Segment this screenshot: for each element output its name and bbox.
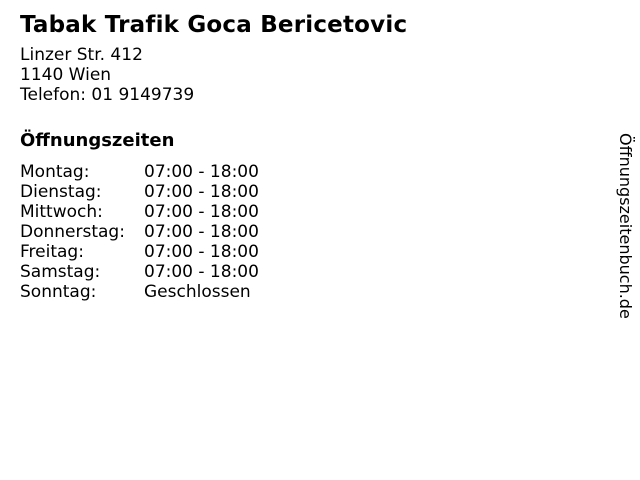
hours-heading: Öffnungszeiten [20, 130, 175, 151]
hours-row [20, 162, 640, 182]
time-value: 07:00 - 18:00 [144, 222, 259, 242]
hours-row [20, 182, 640, 202]
day-label: Mittwoch: [20, 202, 103, 222]
hours-row [20, 222, 640, 242]
day-label: Montag: [20, 162, 90, 182]
watermark-vertical-text: Öffnungszeitenbuch.de [616, 133, 635, 319]
address-street: Linzer Str. 412 [20, 45, 143, 65]
hours-row [20, 202, 640, 222]
time-value: 07:00 - 18:00 [144, 162, 259, 182]
time-value: 07:00 - 18:00 [144, 242, 259, 262]
day-label: Donnerstag: [20, 222, 125, 242]
phone-line: Telefon: 01 9149739 [20, 85, 195, 105]
address-block [20, 45, 640, 105]
day-label: Dienstag: [20, 182, 102, 202]
address-city: 1140 Wien [20, 65, 112, 85]
time-value: 07:00 - 18:00 [144, 202, 259, 222]
time-value: 07:00 - 18:00 [144, 182, 259, 202]
time-value: Geschlossen [144, 282, 251, 302]
hours-table [20, 162, 640, 302]
day-label: Freitag: [20, 242, 84, 262]
day-label: Sonntag: [20, 282, 97, 302]
hours-row [20, 282, 640, 302]
business-name: Tabak Trafik Goca Bericetovic [20, 12, 408, 38]
day-label: Samstag: [20, 262, 101, 282]
hours-row [20, 242, 640, 262]
time-value: 07:00 - 18:00 [144, 262, 259, 282]
hours-row [20, 262, 640, 282]
